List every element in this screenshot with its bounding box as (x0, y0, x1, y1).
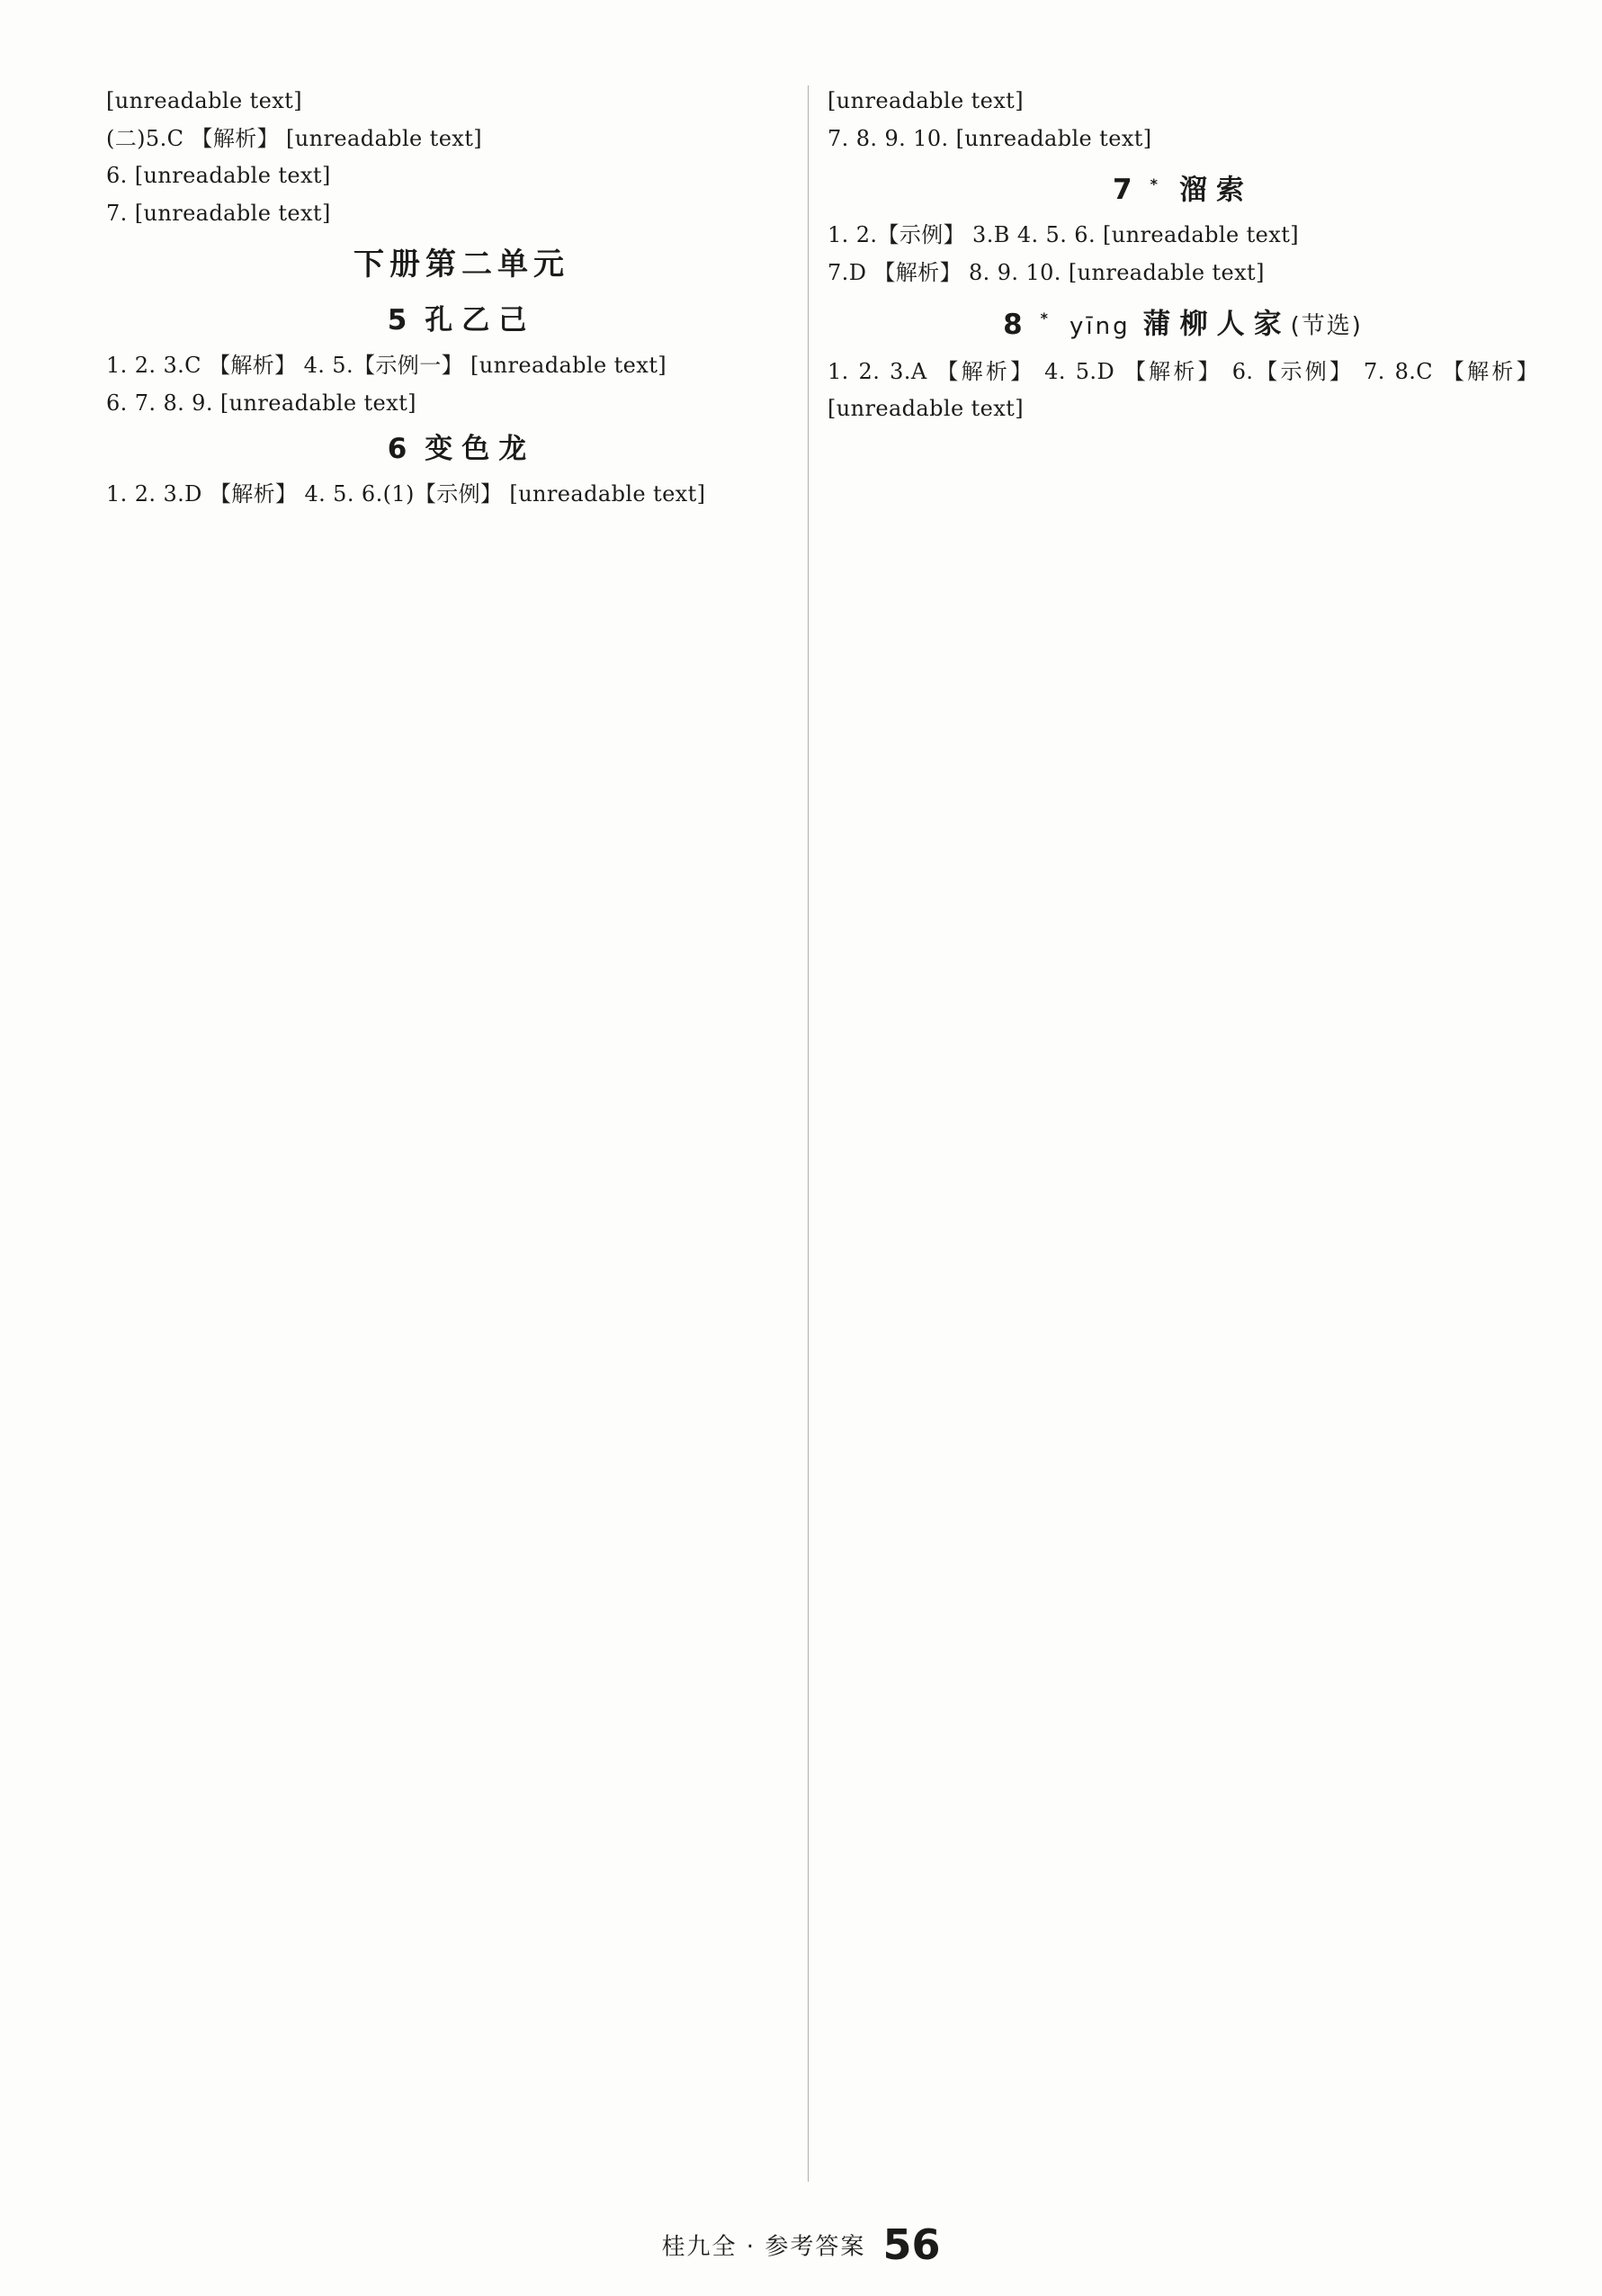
answer-paragraph (828, 217, 1538, 255)
answer-text: 7. 8. 9. 10. [unreadable text] (828, 125, 1152, 151)
answer-paragraph (106, 347, 817, 385)
lesson-title-text: 蒲柳人家 (1142, 308, 1291, 341)
lesson-number: 7 (1113, 174, 1134, 207)
answer-paragraph (828, 354, 1538, 428)
lesson-title-text: 变色龙 (425, 433, 536, 465)
answer-paragraph (106, 121, 817, 158)
lesson-heading (828, 291, 1538, 353)
footer-label: 桂九全 · 参考答案 (661, 2233, 866, 2261)
answer-text: 7.D 【解析】 8. 9. 10. [unreadable text] (828, 259, 1265, 285)
answer-text: [unreadable text] (828, 88, 1024, 113)
answer-paragraph (106, 476, 817, 514)
answer-text: [unreadable text] (106, 88, 302, 113)
answer-paragraph (828, 121, 1538, 158)
lesson-heading (106, 293, 817, 347)
answer-paragraph (828, 255, 1538, 292)
left-text-column (106, 83, 817, 2188)
optional-lesson-star: * (1040, 309, 1058, 327)
answer-text: 6. 7. 8. 9. [unreadable text] (106, 390, 416, 416)
answer-paragraph (828, 83, 1538, 121)
answer-text: 1. 2. 3.A 【解析】 4. 5.D 【解析】 6.【示例】 7. 8.C 【解析】 [unreadable text] (828, 358, 1538, 422)
answer-text: 1. 2.【示例】 3.B 4. 5. 6. [unreadable text] (828, 222, 1299, 248)
page-footer (0, 2220, 1602, 2269)
answer-text: (二)5.C 【解析】 [unreadable text] (106, 125, 483, 151)
answer-paragraph (106, 385, 817, 423)
page-number: 56 (882, 2220, 941, 2269)
lesson-number: 8 (1003, 308, 1025, 341)
lesson-heading (828, 157, 1538, 217)
answer-text: 6. [unreadable text] (106, 163, 331, 188)
lesson-title-text: 孔乙己 (425, 304, 536, 336)
column-divider (808, 85, 809, 2182)
answer-text: 7. [unreadable text] (106, 200, 331, 226)
answer-text: 1. 2. 3.D 【解析】 4. 5. 6.(1)【示例】 [unreadable text] (106, 481, 706, 507)
lesson-number: 5 (387, 304, 409, 336)
answer-paragraph (106, 83, 817, 121)
lesson-heading (106, 422, 817, 476)
lesson-subtitle: (节选) (1290, 312, 1363, 340)
optional-lesson-star: * (1150, 175, 1167, 193)
lesson-number: 6 (387, 433, 409, 465)
answer-text: 1. 2. 3.C 【解析】 4. 5.【示例一】 [unreadable text] (106, 353, 667, 378)
right-text-column (828, 83, 1538, 2188)
lesson-pinyin: yīng (1069, 312, 1131, 340)
unit-heading: 下册第二单元 (354, 247, 569, 283)
answer-paragraph (106, 195, 817, 233)
answer-paragraph (106, 157, 817, 195)
lesson-title-text: 溜索 (1178, 174, 1253, 207)
